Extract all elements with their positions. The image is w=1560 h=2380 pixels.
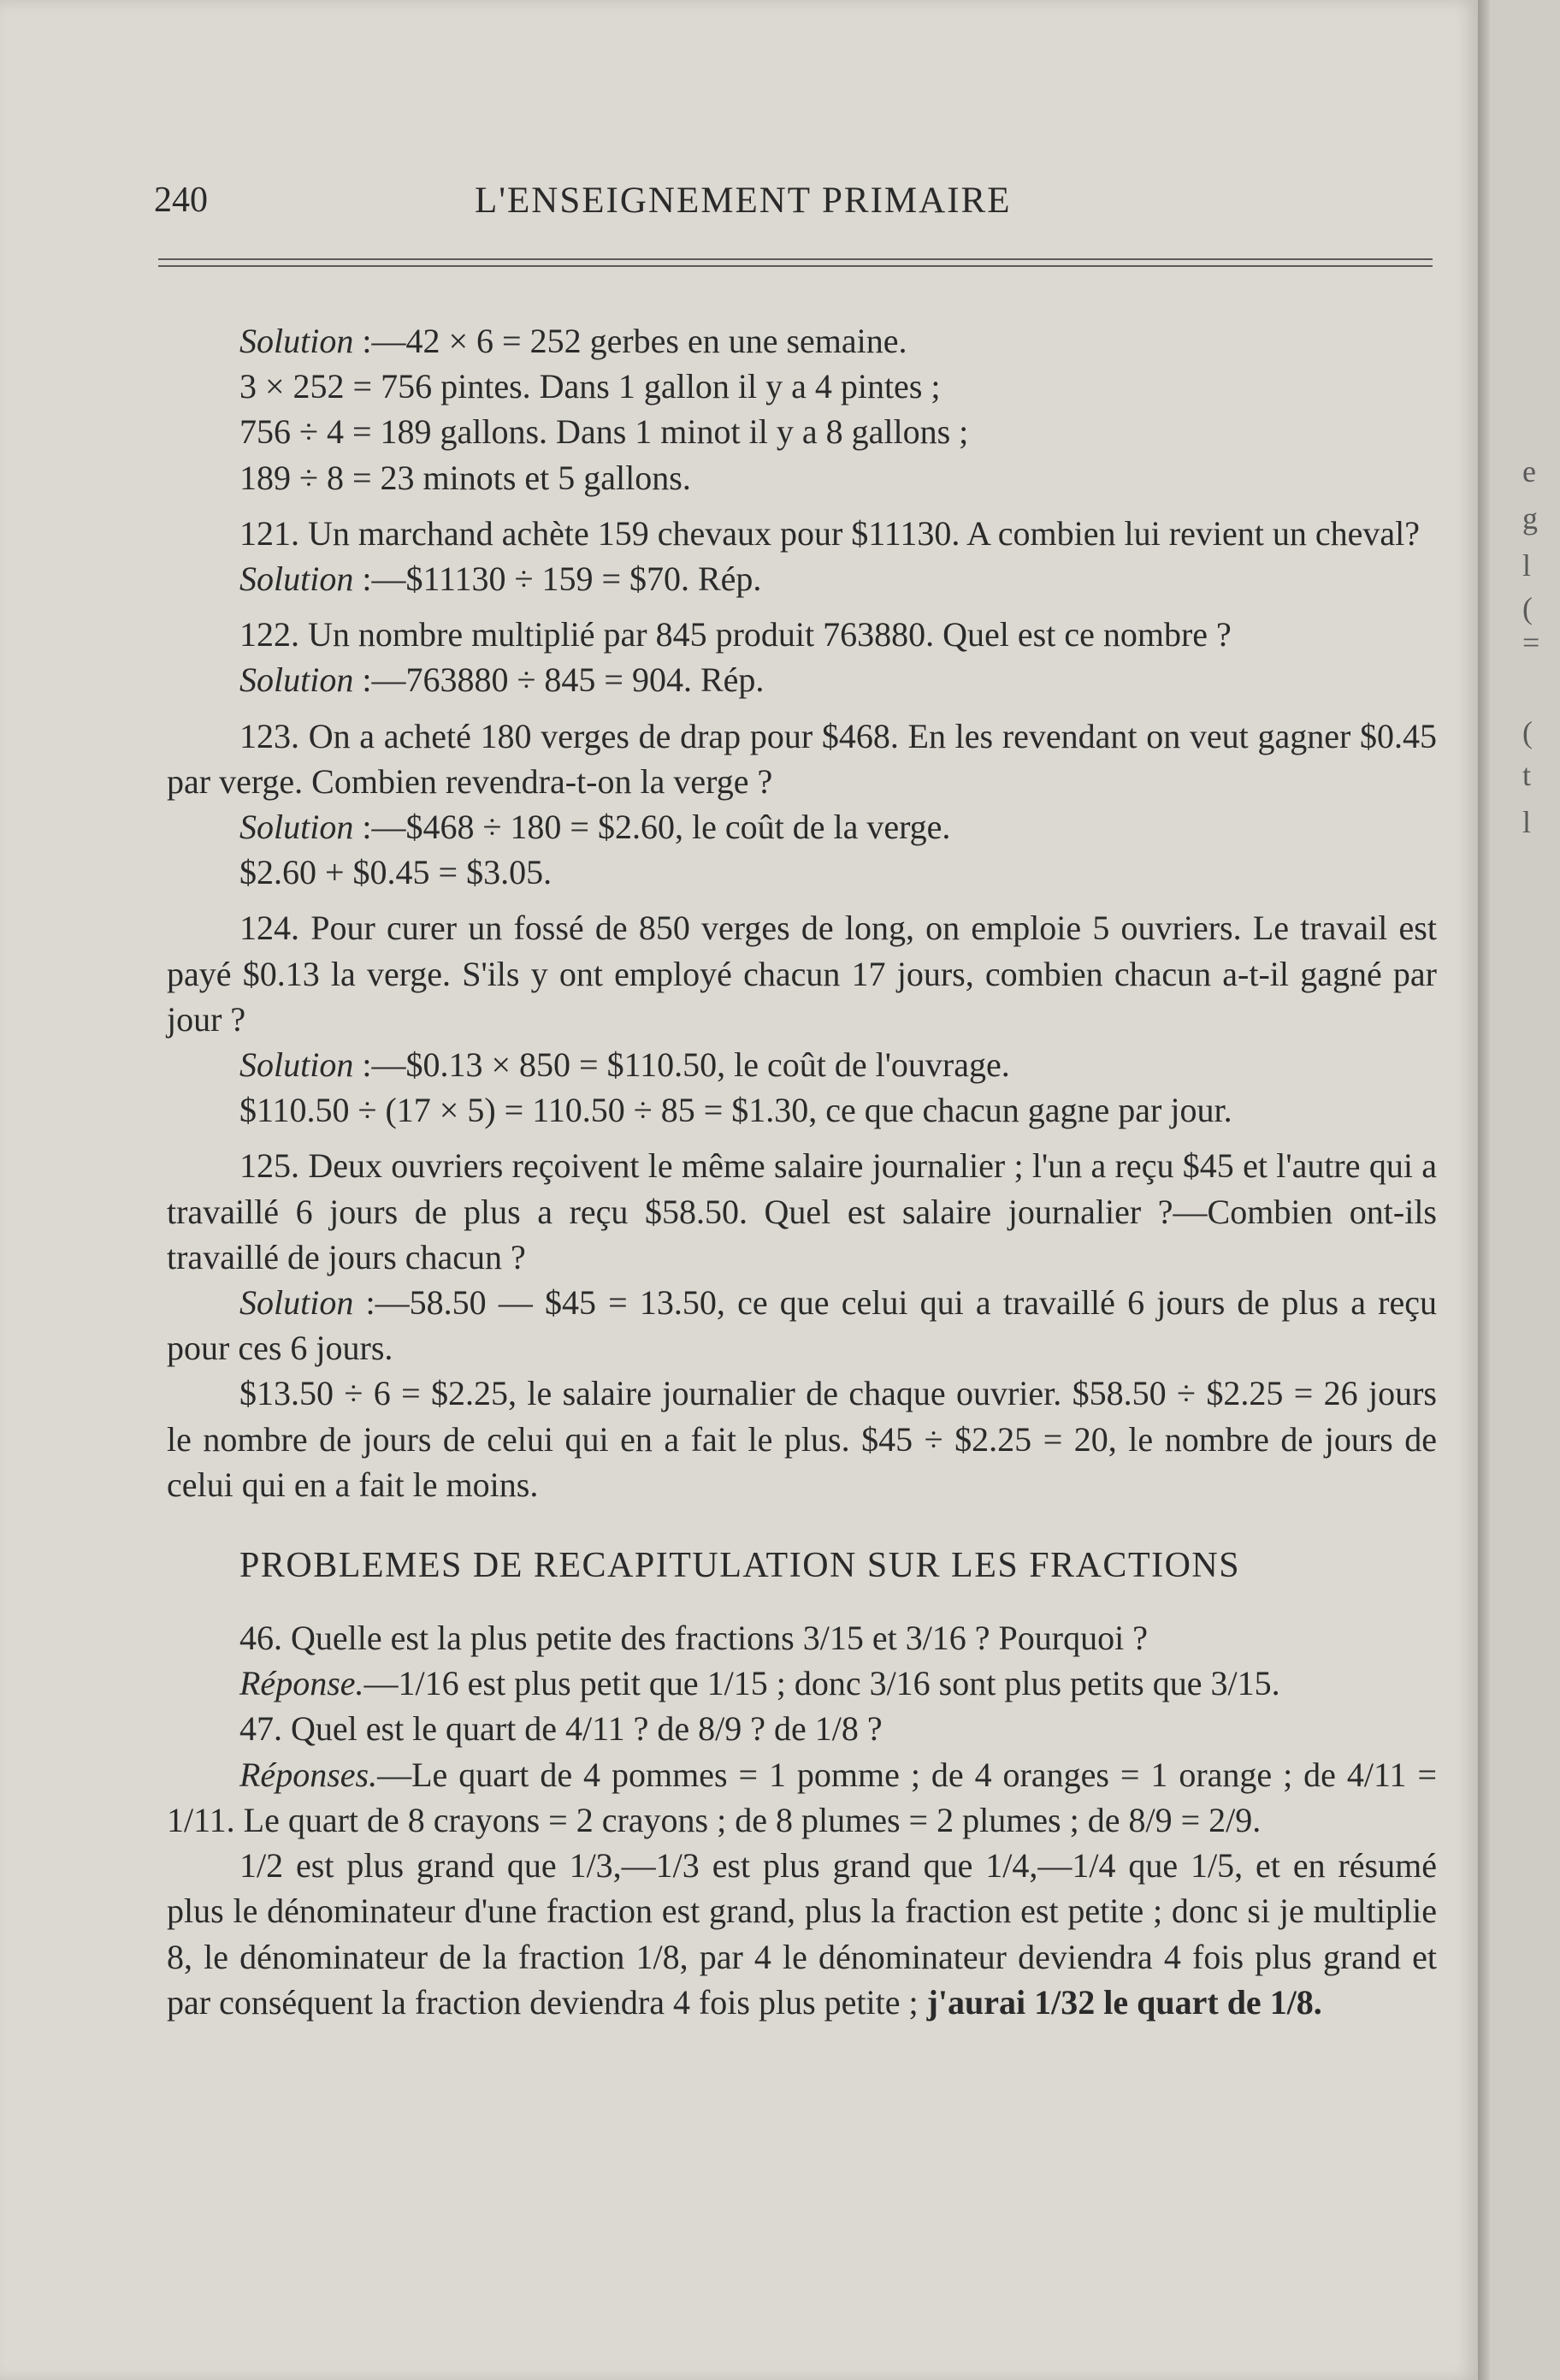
paragraph: Réponses.—Le quart de 4 pommes = 1 pomme ; de 4 oranges = 1 orange ; de 4/11 = 1/11. Le quart de 8 crayons = 2 crayons ; de 8 plumes = 2 plumes ; de 8/9 = 2/9. (167, 1755, 1437, 1839)
solution-label: Solution (239, 660, 354, 700)
paragraph: Solution :—$0.13 × 850 = $110.50, le coût de l'ouvrage. (239, 1045, 1010, 1085)
problem-123: 123. On a acheté 180 verges de drap pour $468. En les revendant on veut gagner $0.45 par verge. Combien revendra-t-on la verge ? (167, 716, 1437, 801)
problem-125: 125. Deux ouvriers reçoivent le même salaire journalier ; l'un a reçu $45 et l'autre qui a travaillé 6 jours de plus a reçu $58.50. Quel est salaire journalier ?—Combien ont-ils travaillé de jours chacun ? (167, 1146, 1437, 1276)
page-number: 240 (154, 181, 208, 220)
problem-121: 121. Un marchand achète 159 chevaux pour $11130. A combien lui revient un cheval? (239, 513, 1420, 553)
paragraph: 756 ÷ 4 = 189 gallons. Dans 1 minot il y a 8 gallons ; (239, 412, 969, 452)
solution-label: Solution (239, 322, 354, 360)
adjacent-page-fragment: = (1522, 625, 1540, 660)
answer-label: Réponse. (239, 1664, 364, 1703)
adjacent-page-fragment: l (1522, 805, 1532, 839)
paragraph: Solution :—$11130 ÷ 159 = $70. Rép. (239, 559, 762, 599)
adjacent-page-fragment: ( (1522, 715, 1533, 749)
paragraph: Solution :—42 × 6 = 252 gerbes en une semaine. (239, 322, 907, 360)
paragraph: 3 × 252 = 756 pintes. Dans 1 gallon il y a 4 pintes ; (239, 367, 941, 406)
adjacent-page-fragment: e (1522, 454, 1536, 488)
adjacent-page-fragment: l (1522, 548, 1532, 583)
adjacent-page-edge (1490, 0, 1560, 2380)
solution-label: Solution (239, 1045, 354, 1085)
paragraph: 189 ÷ 8 = 23 minots et 5 gallons. (239, 458, 691, 497)
problem-122: 122. Un nombre multiplié par 845 produit 763880. Quel est ce nombre ? (239, 615, 1232, 654)
adjacent-page-fragment: g (1522, 501, 1538, 536)
paragraph: $2.60 + $0.45 = $3.05. (239, 853, 552, 892)
adjacent-page-fragment: ( (1522, 591, 1533, 625)
paragraph: Solution :—763880 ÷ 845 = 904. Rép. (239, 660, 765, 700)
solution-label: Solution (239, 1283, 354, 1323)
answer-label: Réponses. (239, 1755, 378, 1794)
paragraph: Réponse.—1/16 est plus petit que 1/15 ; donc 3/16 sont plus petits que 3/15. (239, 1664, 1280, 1703)
problem-124: 124. Pour curer un fossé de 850 verges de long, on emploie 5 ouvriers. Le travail est payé $0.13 la verge. S'ils y ont employé chacun 17 jours, combien chacun a-t-il gagné par jour ? (167, 909, 1437, 1039)
header-rule (158, 258, 1433, 260)
bold-conclusion: j'aurai 1/32 le quart de 1/8. (918, 1982, 1322, 2022)
header-rule-double (158, 265, 1433, 267)
problem-47: 47. Quel est le quart de 4/11 ? de 8/9 ? de 1/8 ? (239, 1709, 883, 1749)
adjacent-page-fragment: t (1522, 758, 1532, 792)
paragraph: Solution :—$468 ÷ 180 = $2.60, le coût de la verge. (239, 808, 951, 847)
paragraph: Solution :—58.50 — $45 = 13.50, ce que celui qui a travaillé 6 jours de plus a reçu pour ces 6 jours. (167, 1283, 1437, 1368)
running-title: L'ENSEIGNEMENT PRIMAIRE (475, 181, 1012, 221)
page-header (0, 180, 1478, 231)
solution-label: Solution (239, 559, 354, 599)
paragraph: $110.50 ÷ (17 × 5) = 110.50 ÷ 85 = $1.30, ce que chacun gagne par jour. (239, 1091, 1232, 1130)
problem-46: 46. Quelle est la plus petite des fractions 3/15 et 3/16 ? Pourquoi ? (239, 1619, 1148, 1658)
solution-label: Solution (239, 808, 354, 847)
book-spine (1478, 0, 1490, 2380)
page-body (167, 318, 1437, 2025)
paragraph: $13.50 ÷ 6 = $2.25, le salaire journalier de chaque ouvrier. $58.50 ÷ $2.25 = 26 jours le nombre de jours de celui qui en a fait le plus. $45 ÷ $2.25 = 20, le nombre de jours de celui qui en a fait le moins. (167, 1374, 1437, 1504)
section-heading: PROBLEMES DE RECAPITULATION SUR LES FRACTIONS (239, 1546, 1241, 1586)
paragraph: 1/2 est plus grand que 1/3,—1/3 est plus grand que 1/4,—1/4 que 1/5, et en résumé plus le dénominateur d'une fraction est grand, plus la fraction est petite ; donc si je multiplie 8, le dénominateur de la fraction 1/8, par 4 le dénominateur deviendra 4 fois plus grand et par conséquent la fraction deviendra 4 fois plus petite ; j'aurai 1/32 le quart de 1/8. (167, 1846, 1437, 2022)
